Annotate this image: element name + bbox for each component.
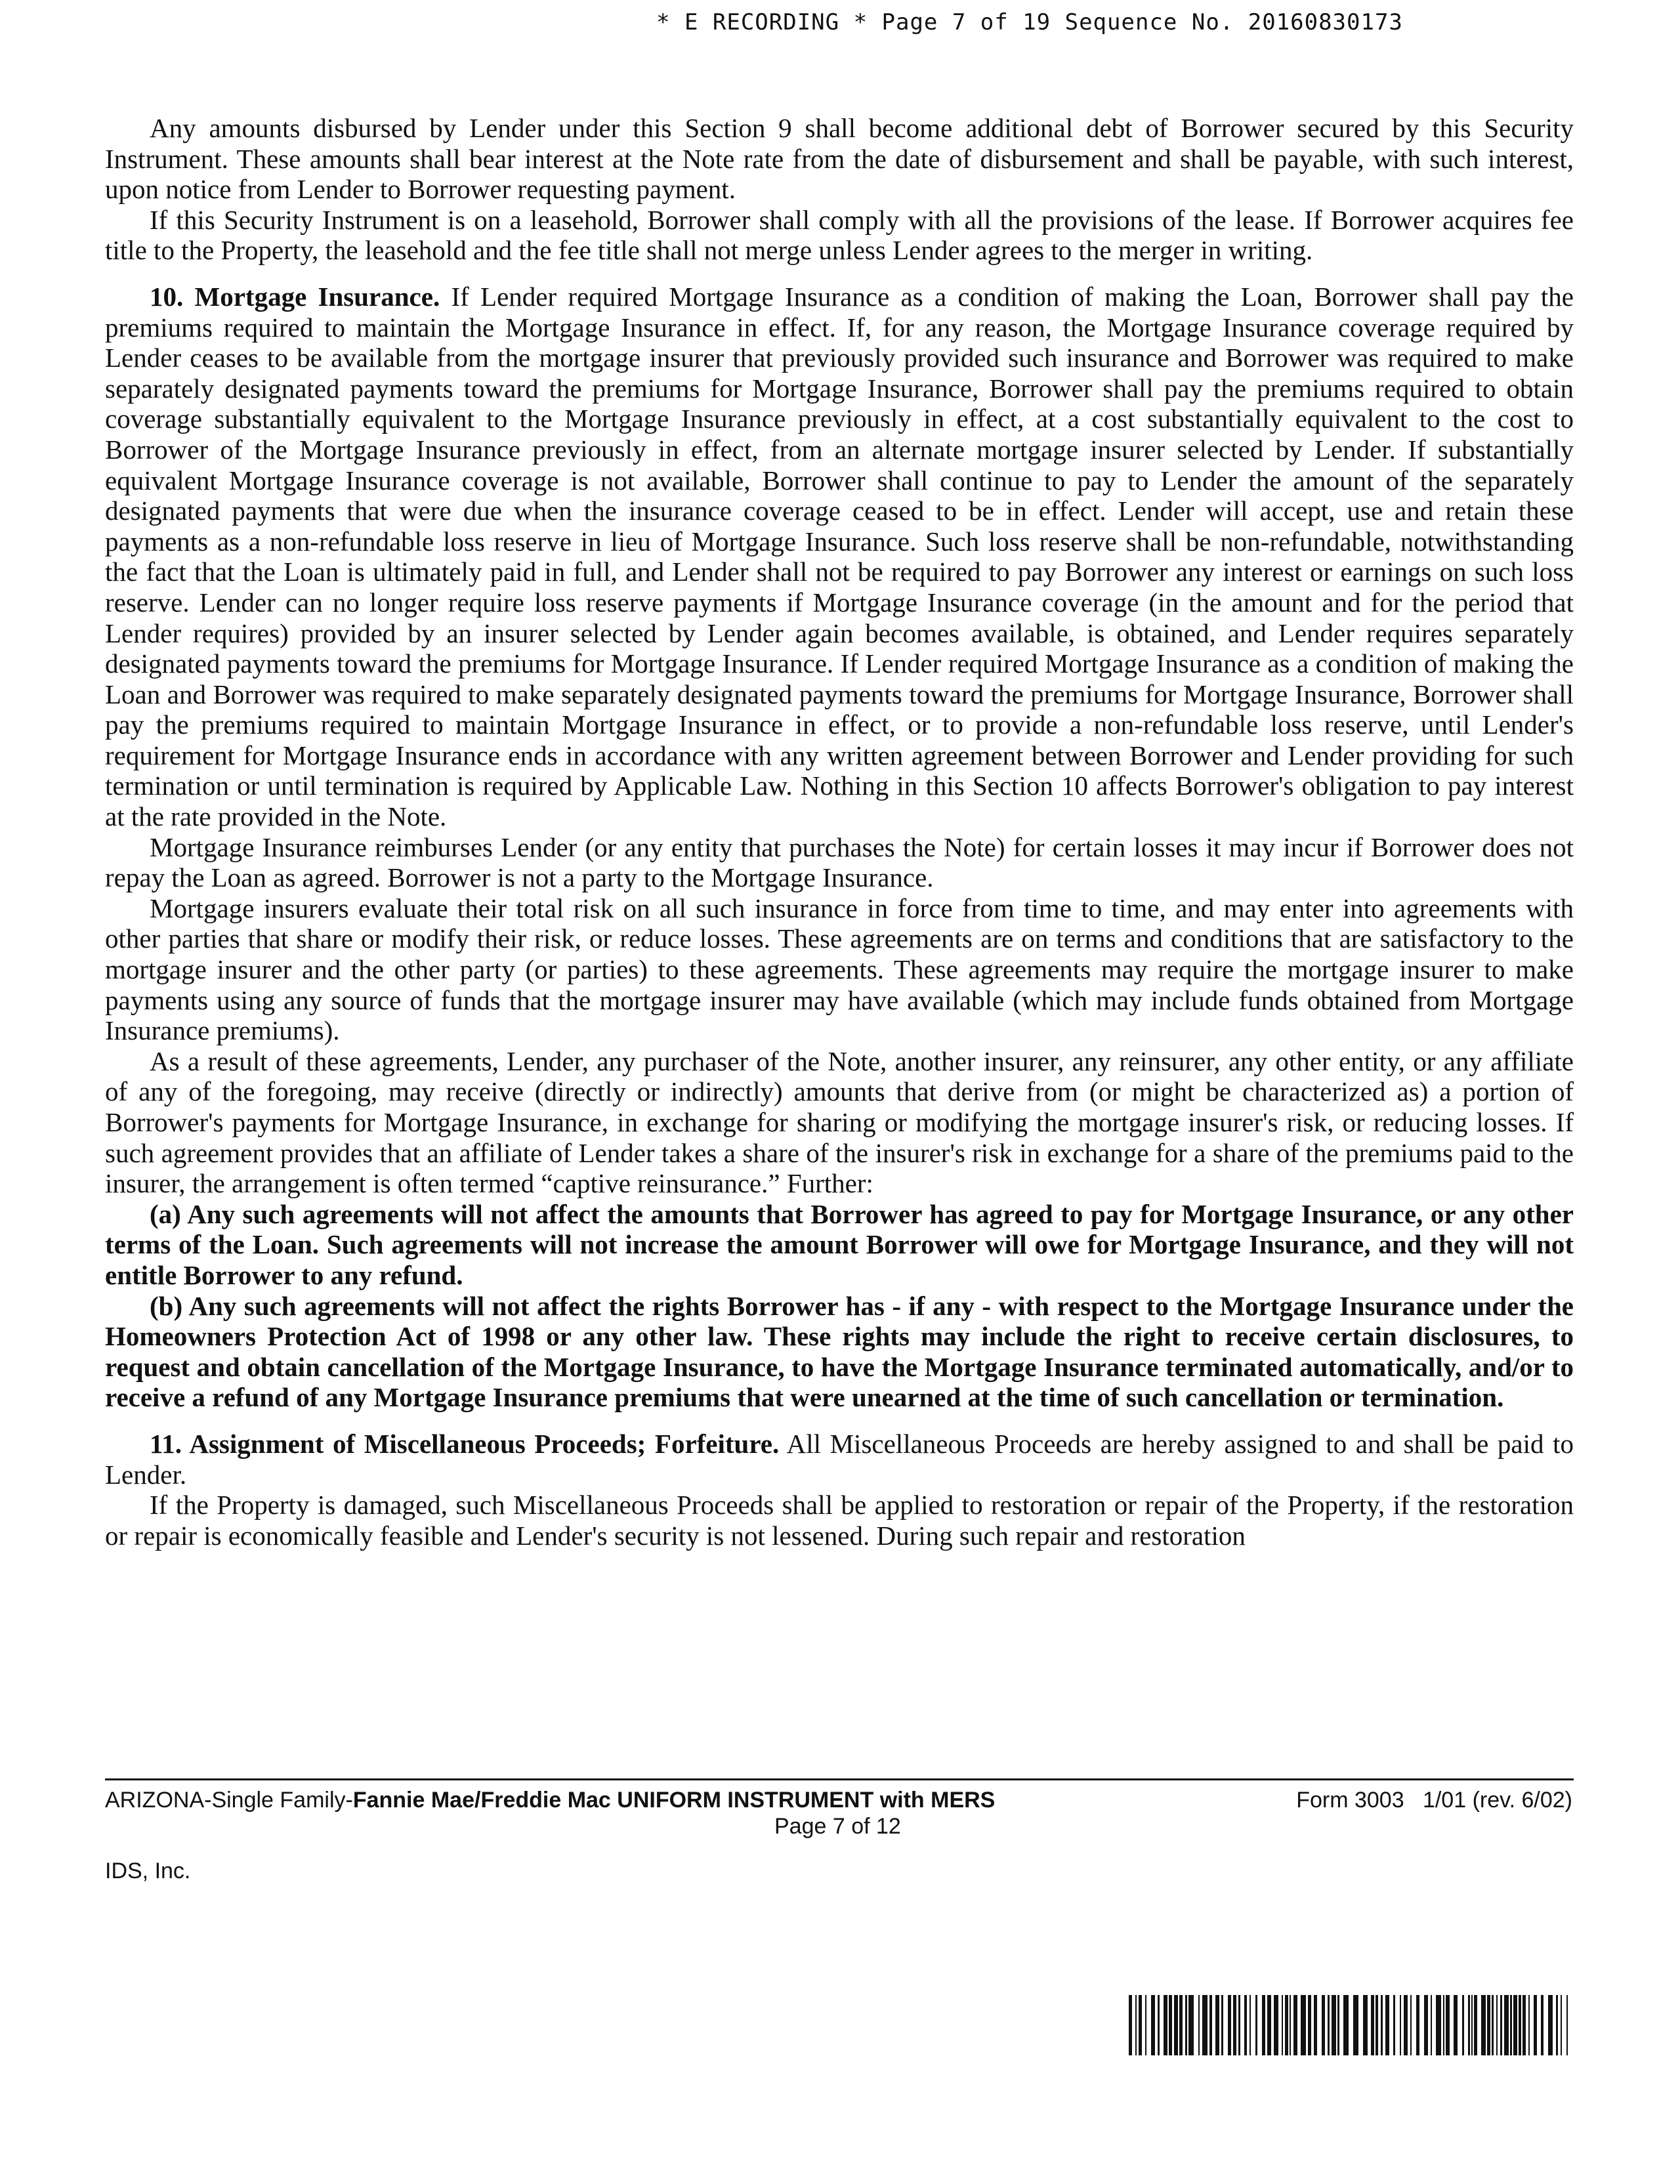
paragraph-insurer-risk: Mortgage insurers evaluate their total risk on all such insurance in force from time to time, and may enter into agreements with other parties that share or modify their risk, or reduce losses. These agreements are on terms and conditions that are satisfactory to the mortgage insurer and the other party (or parties) to these agreements. These agreements may require the mortgage insurer to make payments using any source of funds that the mortgage insurer may have available (which may include funds obtained from Mortgage Insurance premiums). xyxy=(105,892,1574,1046)
section-10-heading: 10. Mortgage Insurance. xyxy=(150,281,440,312)
paragraph-disbursed-amounts: Any amounts disbursed by Lender under this Section 9 shall become additional debt of Borrower secured by this Security Instrument. These amounts shall bear interest at the Note rate from the date of disbursement and shall be payable, with such interest, upon notice from Lender to Borrower requesting payment. xyxy=(105,113,1574,205)
document-body xyxy=(105,113,1574,1551)
footer-page-number: Page 7 of 12 xyxy=(774,1814,901,1839)
paragraph-leasehold: If this Security Instrument is on a leasehold, Borrower shall comply with all the provisions of the lease. If Borrower acquires fee title to the Property, the leasehold and the fee title shall not merge unless Lender agrees to the merger in writing. xyxy=(105,204,1574,266)
section-10-mortgage-insurance xyxy=(105,282,1574,832)
section-10-text: If Lender required Mortgage Insurance as a condition of making the Loan, Borrower shall pay the premiums required to maintain the Mortgage Insurance in effect. If, for any reason, the Mortgage Insurance coverage required by Lender ceases to be available from the mortgage insurer that previously provided such insurance and Borrower was required to make separately designated payments toward the premiums for Mortgage Insurance, Borrower shall pay the premiums required to obtain coverage substantially equivalent to the Mortgage Insurance previously in effect, at a cost substantially equivalent to the cost to Borrower of the Mortgage Insurance previously in effect, from an alternate mortgage insurer selected by Lender. If substantially equivalent Mortgage Insurance coverage is not available, Borrower shall continue to pay to Lender the amount of the separately designated payments that were due when the insurance coverage ceased to be in effect. Lender will accept, use and retain these payments as a non-refundable loss reserve in lieu of Mortgage Insurance. Such loss reserve shall be non-refundable, notwithstanding the fact that the Loan is ultimately paid in full, and Lender shall not be required to pay Borrower any interest or earnings on such loss reserve. Lender can no longer require loss reserve payments if Mortgage Insurance coverage (in the amount and for the period that Lender requires) provided by an insurer selected by Lender again becomes available, is obtained, and Lender requires separately designated payments toward the premiums for Mortgage Insurance. If Lender required Mortgage Insurance as a condition of making the Loan and Borrower was required to make separately designated payments toward the premiums for Mortgage Insurance, Borrower shall pay the premiums required to maintain Mortgage Insurance in effect, or to provide a non-refundable loss reserve, until Lender's requirement for Mortgage Insurance ends in accordance with any written agreement between Borrower and Lender providing for such termination or until termination is required by Applicable Law. Nothing in this Section 10 affects Borrower's obligation to pay interest at the rate provided in the Note. xyxy=(105,281,1574,832)
footer-form-title xyxy=(105,1788,995,1813)
footer-form-type-a: -Single Family- xyxy=(204,1788,353,1813)
clause-b: (b) Any such agreements will not affect the rights Borrower has - if any - with respect to the Mortgage Insurance under the Homeowners Protection Act of 1998 or any other law. These rights may include the right to receive certain disclosures, to request and obtain cancellation of the Mortgage Insurance, to have the Mortgage Insurance terminated automatically, and/or to receive a refund of any Mortgage Insurance premiums that were unearned at the time of such cancellation or termination. xyxy=(105,1290,1574,1413)
footer-form-number: Form 3003 1/01 (rev. 6/02) xyxy=(1296,1788,1572,1813)
barcode-image xyxy=(1129,1995,1568,2055)
section-11-assignment xyxy=(105,1429,1574,1490)
footer-divider xyxy=(105,1778,1574,1780)
footer-vendor: IDS, Inc. xyxy=(105,1858,191,1883)
paragraph-property-damaged: If the Property is damaged, such Miscellaneous Proceeds shall be applied to restoration or repair of the Property, if the restoration or repair is economically feasible and Lender's security is not lessened. During such repair and restoration xyxy=(105,1490,1574,1551)
clause-a: (a) Any such agreements will not affect the amounts that Borrower has agreed to pay for Mortgage Insurance, or any other terms of the Loan. Such agreements will not increase the amount Borrower will owe for Mortgage Insurance, and they will not entitle Borrower to any refund. xyxy=(105,1198,1574,1290)
paragraph-reimbursement: Mortgage Insurance reimburses Lender (or any entity that purchases the Note) for certain losses it may incur if Borrower does not repay the Loan as agreed. Borrower is not a party to the Mortgage Insurance. xyxy=(105,831,1574,893)
recording-header: * E RECORDING * Page 7 of 19 Sequence No. 20160830173 xyxy=(656,9,1403,35)
section-11-heading: 11. Assignment of Miscellaneous Proceeds; Forfeiture. xyxy=(150,1428,780,1459)
footer-state: ARIZONA xyxy=(105,1788,205,1813)
footer-form-type-b: Fannie Mae/Freddie Mac UNIFORM INSTRUMENT with MERS xyxy=(352,1788,996,1813)
paragraph-captive-reinsurance: As a result of these agreements, Lender, any purchaser of the Note, another insurer, any reinsurer, any other entity, or any affiliate of any of the foregoing, may receive (directly or indirectly) amounts that derive from (or might be characterized as) a portion of Borrower's payments for Mortgage Insurance, in exchange for sharing or modifying the mortgage insurer's risk, or reducing losses. If such agreement provides that an affiliate of Lender takes a share of the insurer's risk in exchange for a share of the premiums paid to the insurer, the arrangement is often termed “captive reinsurance.” Further: xyxy=(105,1045,1574,1199)
section-11-text: All Miscellaneous Proceeds are hereby assigned to and shall be paid to Lender. xyxy=(105,1428,1574,1490)
